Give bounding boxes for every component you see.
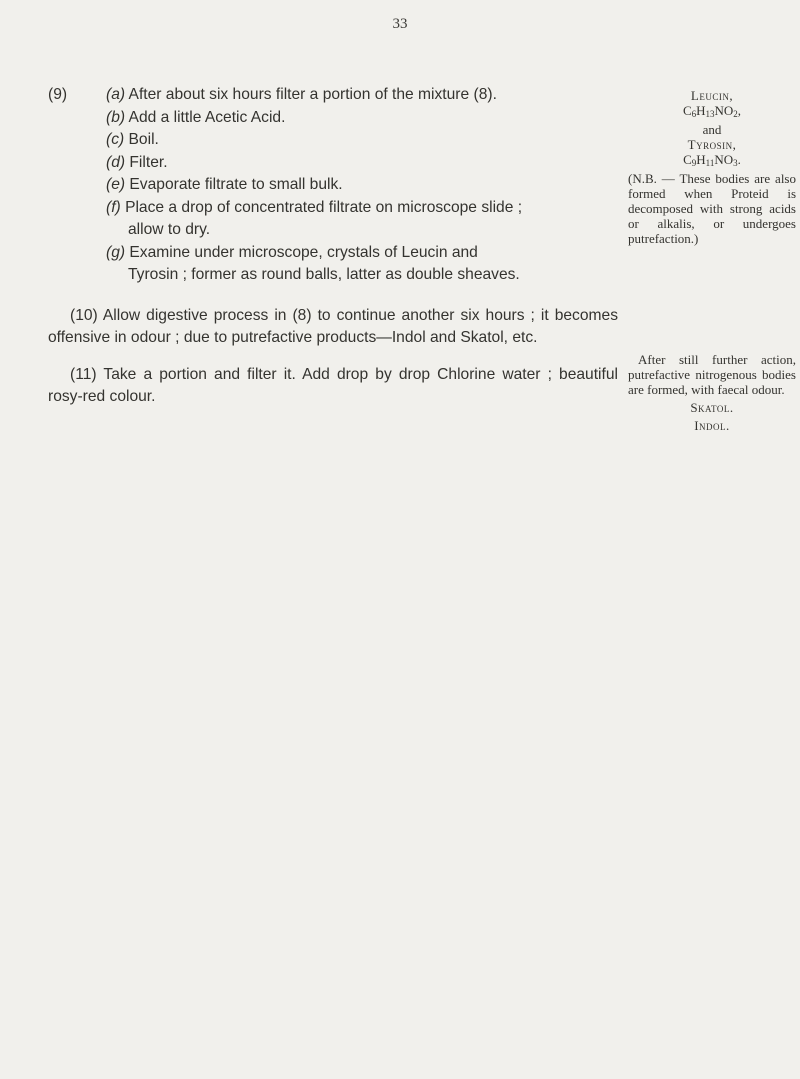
- step-9g: [106, 242, 618, 287]
- sidenote-leucin: Leucin,: [690, 88, 734, 103]
- step-9a: [106, 84, 618, 107]
- item-continuation: allow to dry.: [128, 221, 211, 238]
- step-9c: [106, 129, 618, 152]
- step-9d: [106, 152, 618, 175]
- item-text: Examine under microscope, crystals of Leucin and: [129, 243, 478, 261]
- sidenote-names: [628, 399, 796, 435]
- sidenote-tyrosin: Tyrosin,: [687, 137, 737, 152]
- step-11: (11) Take a portion and filter it. Add drop by drop Chlorine water ; beautiful rosy-red colour.: [48, 365, 618, 405]
- item-text: Add a little Acetic Acid.: [128, 108, 286, 126]
- item-letter: (g): [106, 243, 126, 261]
- item-text: After about six hours filter a portion of the mixture (8).: [128, 86, 497, 103]
- formula-leucin: $C_6H_{13}NO_2$,: [682, 103, 742, 119]
- item-letter: (a): [106, 86, 126, 103]
- sidenote-skatol: Skatol.: [690, 400, 734, 415]
- item-text: Place a drop of concentrated filtrate on microscope slide ;: [125, 198, 523, 216]
- item-continuation: Tyrosin ; former as round balls, latter as double sheaves.: [128, 266, 520, 283]
- sidenote-indol: Indol.: [694, 418, 730, 433]
- sidenote-and: and: [702, 122, 722, 137]
- item-text: Boil.: [128, 131, 159, 148]
- step-10: (10) Allow digestive process in (8) to continue another six hours ; it becomes offensive in odour ; due to putrefactive products—Indol and Skatol, etc.: [48, 306, 618, 346]
- item-text: Evaporate filtrate to small bulk.: [129, 176, 343, 193]
- item-letter: (b): [106, 108, 126, 126]
- item-letter: (f): [106, 198, 121, 216]
- item-text: Filter.: [129, 153, 168, 171]
- step-9e: [106, 174, 618, 197]
- step-9-number: (9): [48, 86, 68, 103]
- page-number: 33: [392, 16, 408, 32]
- sidenote-leucin-tyrosin: [628, 88, 796, 246]
- item-letter: (c): [106, 131, 125, 148]
- step-9b: [106, 107, 618, 130]
- main-text: [48, 84, 618, 409]
- sidenote-putrefaction-text: After still further action, putrefactive nitrogenous bodies are formed, with faecal odour.: [628, 352, 796, 397]
- sidenote-putrefaction: [628, 352, 796, 435]
- step-9: [48, 84, 618, 287]
- formula-tyrosin: $C_9H_{11}NO_3$.: [683, 152, 741, 168]
- item-letter: (d): [106, 153, 126, 171]
- sidenote-nb: (N.B. — These bodies are also formed when Proteid is decomposed with strong acids or alkalis, or undergoes putrefaction.): [628, 171, 796, 246]
- step-9f: [106, 197, 618, 242]
- item-letter: (e): [106, 176, 126, 193]
